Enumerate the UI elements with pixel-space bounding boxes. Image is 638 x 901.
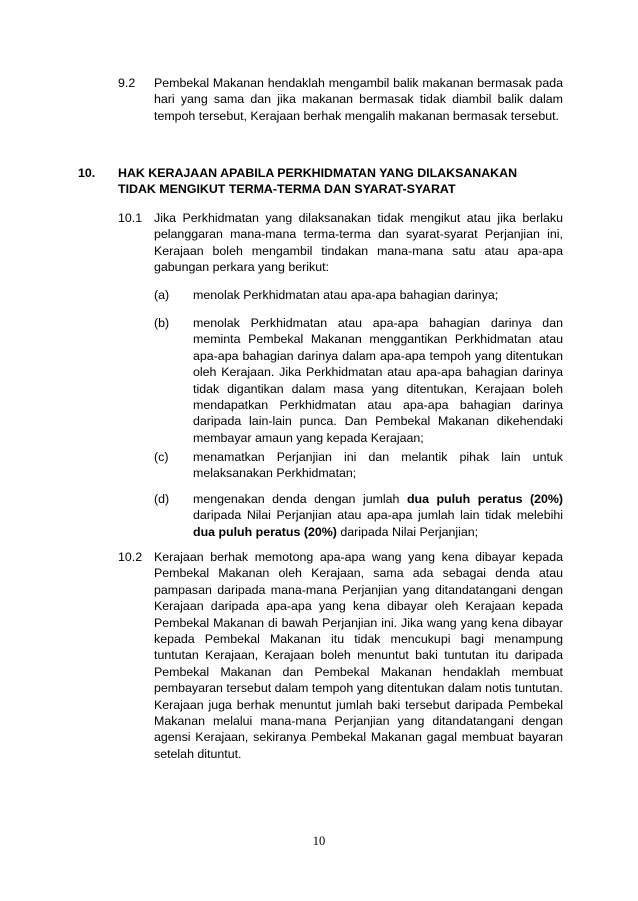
item-d-bold-amount-1: dua puluh peratus (20%) [406, 492, 564, 506]
item-text-c: menamatkan Perjanjian ini dan melantik pihak lain untuk melaksanakan Perkhidmatan; [193, 450, 563, 481]
page-number: 10 [312, 834, 326, 848]
clause-text-9-2: Pembekal Makanan hendaklah mengambil balik makanan bermasak pada hari yang sama dan jika makanan bermasak tidak diambil balik dalam tempoh tersebut, Kerajaan berhak mengalih makanan bermasak tersebut. [154, 76, 563, 123]
section-heading-10 [118, 165, 517, 198]
clause-number-10-1: 10.1 [118, 211, 143, 225]
clause-text-10-1: Jika Perkhidmatan yang dilaksanakan tidak mengikut atau jika berlaku pelanggaran mana-mana terma-terma dan syarat-syarat Perjanjian ini, Kerajaan boleh mengambil tindakan mana-mana satu atau apa-apa gabungan perkara yang berikut: [154, 211, 563, 275]
section-heading-line-1: HAK KERAJAAN APABILA PERKHIDMATAN YANG DILAKSANAKAN [118, 166, 518, 180]
section-heading-line-2: TIDAK MENGIKUT TERMA-TERMA DAN SYARAT-SYARAT [118, 182, 456, 197]
clause-number-10-2: 10.2 [118, 550, 143, 564]
item-d-text-part-1: mengenakan denda dengan jumlah [193, 492, 407, 506]
clause-number-9-2: 9.2 [118, 76, 136, 90]
item-label-d: (d) [154, 492, 170, 506]
item-label-a: (a) [154, 288, 170, 302]
item-label-c: (c) [154, 450, 169, 464]
section-number-10: 10. [78, 166, 96, 180]
item-text-b: menolak Perkhidmatan atau apa-apa bahagian darinya dan meminta Pembekal Makanan menggantikan Perkhidmatan atau apa-apa bahagian darinya dalam apa-apa tempoh yang ditentukan oleh Kerajaan. Jika Perkhidmatan atau apa-apa bahagian darinya tidak digantikan dalam masa yang ditentukan, Kerajaan boleh mendapatkan Perkhidmatan atau apa-apa bahagian darinya daripada lain-lain punca. Dan Pembekal Makanan dikehendaki membayar amaun yang kepada Kerajaan; [193, 316, 563, 445]
clause-text-10-2: Kerajaan berhak memotong apa-apa wang yang kena dibayar kepada Pembekal Makanan oleh Kerajaan, sama ada sebagai denda atau pampasan daripada mana-mana Perjanjian yang ditandatangani dengan Kerajaan daripada apa-apa yang kena dibayar oleh Kerajaan kepada Pembekal Makanan di bawah Perjanjian ini. Jika wang yang kena dibayar kepada Pembekal Makanan itu tidak mencukupi bagi menampung tuntutan Kerajaan, Kerajaan boleh menuntut baki tuntutan itu daripada Pembekal Makanan dan Pembekal Makanan hendaklah membuat pembayaran tersebut dalam tempoh yang ditentukan dalam notis tuntutan. Kerajaan juga berhak menuntut jumlah baki tersebut daripada Pembekal Makanan melalui mana-mana Perjanjian yang ditandatangani dengan agensi Kerajaan, sekiranya Pembekal Makanan gagal membuat bayaran setelah dituntut. [154, 550, 563, 761]
item-d-text-part-3: daripada Nilai Perjanjian; [336, 524, 479, 539]
item-text-a: menolak Perkhidmatan atau apa-apa bahagian darinya; [193, 288, 499, 302]
item-d-bold-amount-2: dua puluh peratus (20%) [193, 524, 337, 539]
item-text-d [193, 491, 563, 540]
item-d-text-part-2: daripada Nilai Perjanjian atau apa-apa jumlah lain tidak melebihi [193, 508, 563, 523]
item-label-b: (b) [154, 316, 170, 330]
